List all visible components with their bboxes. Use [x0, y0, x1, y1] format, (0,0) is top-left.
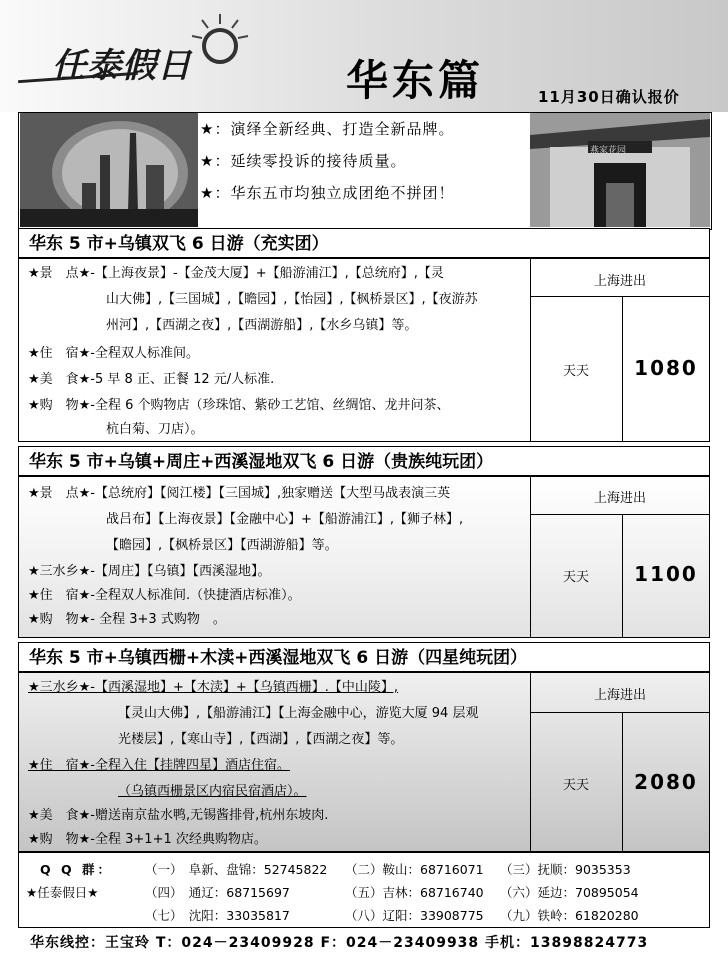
tour-3-row-1: ★三水乡★-【西溪湿地】+【木渎】+【乌镇西栅】.【中山陵】,	[28, 680, 399, 695]
tour-1-row-7: 杭白菊、刀店）。	[106, 422, 204, 437]
brand-label: ★任泰假日★	[26, 885, 99, 900]
qq-group-5: （五）吉林：68716740	[345, 885, 484, 900]
tour-2-departure: 上海进出	[593, 491, 646, 506]
tour-2-row-2: 战吕布】【上海夜景】【金融中心】+【船游浦江】,【狮子林】,	[106, 512, 464, 527]
gate-plaque-text: 燕家花园	[590, 146, 627, 156]
tour-2-divider	[530, 514, 710, 515]
tour-3-price: 2080	[634, 770, 698, 794]
tour-1-row-1: ★景 点★-【上海夜景】-【金茂大厦】+【船游浦江】,【总统府】,【灵	[28, 266, 444, 281]
tour-3-divider	[530, 712, 710, 713]
tour-3-row-3: 光楼层】,【寒山寺】,【西湖】,【西湖之夜】等。	[118, 732, 404, 747]
tour-1-departure: 上海进出	[593, 274, 646, 289]
tour-1-row-4: ★住 宿★-全程双人标准间。	[28, 346, 199, 361]
qq-group-9: （九）铁岭：61820280	[500, 908, 639, 923]
contact-footer: 华东线控：王宝玲 T：024－23409928 F：024－23409938 手机：13898824773	[30, 935, 649, 951]
tour-1-row-5: ★美 食★-5 早 8 正、正餐 12 元/人标准.	[28, 372, 275, 387]
tour-2-title: 华东 5 市+乌镇+周庄+西溪湿地双飞 6 日游（贵族纯玩团）	[18, 446, 710, 476]
brand-logo: 任泰假日	[52, 46, 192, 86]
tour-3-row-5: （乌镇西栅景区内宿民宿酒店）。	[118, 784, 307, 799]
tour-2-row-3: 【瞻园】,【枫桥景区】【西湖游船】等。	[106, 538, 338, 553]
tour-3-row-4: ★住 宿★-全程入住【挂牌四星】酒店住宿。	[28, 758, 290, 773]
tour-2-row-6: ★购 物★- 全程 3+3 式购物 。	[28, 612, 226, 627]
tour-2-price: 1100	[634, 562, 698, 586]
tour-3-row-2: 【灵山大佛】,【船游浦江】【上海金融中心，游览大厦 94 层观	[118, 706, 479, 721]
tour-1-title: 华东 5 市+乌镇双飞 6 日游（充实团）	[18, 228, 710, 258]
tour-2-schedule: 天天	[562, 570, 589, 585]
tour-1-price: 1080	[634, 356, 698, 380]
qq-group-4: （四） 通辽：68715697	[145, 885, 290, 900]
tour-2-row-5: ★住 宿★-全程双人标准间.（快捷酒店标准）。	[28, 588, 301, 603]
intro-line-1: ★：演绎全新经典、打造全新品牌。	[200, 120, 455, 138]
qq-group-3: （三）抚顺：9035353	[500, 862, 631, 877]
tour-1-row-2: 山大佛】,【三国城】,【瞻园】,【怡园】,【枫桥景区】,【夜游苏	[106, 292, 478, 307]
intro-line-2: ★：延续零投诉的接待质量。	[200, 152, 407, 170]
qq-group-7: （七） 沈阳：33035817	[145, 908, 290, 923]
page-title: 华东篇	[346, 56, 485, 105]
qq-group-6: （六）延边：70895054	[500, 885, 639, 900]
tour-3-row-7: ★购 物★-全程 3+1+1 次经典购物店。	[28, 832, 267, 847]
garden-gate-photo	[530, 113, 710, 227]
tour-3-row-6: ★美 食★-赠送南京盐水鸭,无锡酱排骨,杭州东坡肉.	[28, 808, 329, 823]
tour-1-row-3: 州河】,【西湖之夜】,【西湖游船】,【水乡乌镇】等。	[106, 318, 418, 333]
qq-label: Q Q 群：	[40, 862, 113, 877]
sun-logo-icon	[190, 12, 250, 72]
tour-1-divider	[530, 296, 710, 297]
tour-2-row-1: ★景 点★-【总统府】【阅江楼】【三国城】,独家赠送【大型马战表演三英	[28, 486, 451, 501]
tour-1-row-6: ★购 物★-全程 6 个购物店（珍珠馆、紫砂工艺馆、丝绸馆、龙井问茶、	[28, 398, 450, 413]
price-date: 11月30日确认报价	[538, 88, 680, 106]
tour-3-title: 华东 5 市+乌镇西栅+木渎+西溪湿地双飞 6 日游（四星纯玩团）	[18, 642, 710, 672]
intro-line-3: ★：华东五市均独立成团绝不拼团！	[200, 184, 455, 202]
tour-3-schedule: 天天	[562, 778, 589, 793]
skyline-photo	[20, 113, 198, 227]
tour-1-schedule: 天天	[562, 364, 589, 379]
qq-group-2: （二）鞍山：68716071	[345, 862, 484, 877]
qq-group-1: （一） 阜新、盘锦：52745822	[145, 862, 328, 877]
qq-group-8: （八）辽阳：33908775	[345, 908, 484, 923]
tour-2-row-4: ★三水乡★-【周庄】【乌镇】【西溪湿地】。	[28, 564, 271, 579]
tour-3-departure: 上海进出	[593, 688, 646, 703]
